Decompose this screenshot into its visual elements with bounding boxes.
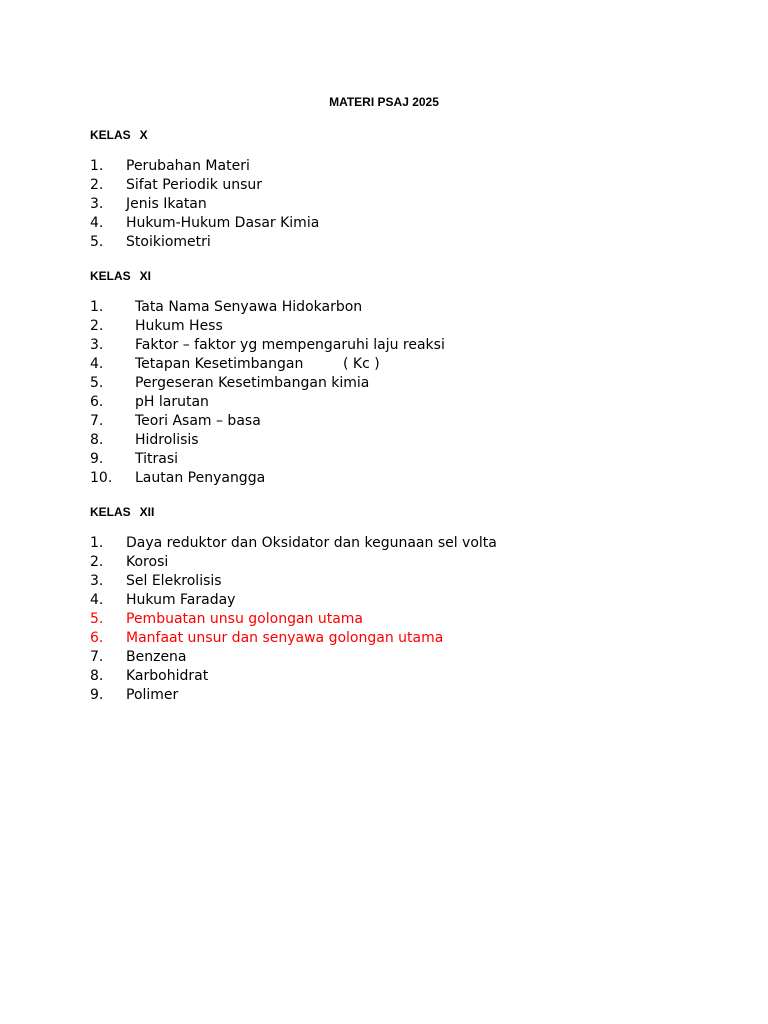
list-item: 10. Lautan Penyangga <box>90 470 266 486</box>
list-item: 4. Hukum-Hukum Dasar Kimia <box>90 215 320 231</box>
list-item: 2. Sifat Periodik unsur <box>90 177 262 193</box>
list-item: 2. Hukum Hess <box>90 318 223 334</box>
topic-list-kelas-x <box>90 157 320 252</box>
list-item: 3. Sel Elekrolisis <box>90 573 222 589</box>
section-heading-kelas-x <box>90 127 148 143</box>
list-item: 3. Jenis Ikatan <box>90 196 207 212</box>
list-item: 8. Hidrolisis <box>90 432 199 448</box>
section-label: KELAS <box>90 269 131 283</box>
section-heading-kelas-xii <box>90 504 154 520</box>
list-item: 4. Tetapan Kesetimbangan ( Kc ) <box>90 356 380 372</box>
list-item: 8. Karbohidrat <box>90 668 209 684</box>
list-item: 5. Pergeseran Kesetimbangan kimia <box>90 375 370 391</box>
list-item: 1. Daya reduktor dan Oksidator dan kegunaan sel volta <box>90 535 497 551</box>
topic-list-kelas-xii <box>90 534 497 705</box>
section-label: KELAS <box>90 128 131 142</box>
list-item: 9. Titrasi <box>90 451 179 467</box>
document-title: MATERI PSAJ 2025 <box>329 95 439 109</box>
list-item: 6. pH larutan <box>90 394 209 410</box>
equilibrium-constant-note: ( Kc ) <box>343 356 380 372</box>
list-item: 7. Teori Asam – basa <box>90 413 261 429</box>
section-level: X <box>139 128 148 142</box>
list-item: 1. Tata Nama Senyawa Hidokarbon <box>90 299 363 315</box>
list-item: 3. Faktor – faktor yg mempengaruhi laju reaksi <box>90 337 445 353</box>
section-level: XI <box>139 269 152 283</box>
list-item: 2. Korosi <box>90 554 169 570</box>
section-level: XII <box>139 505 155 519</box>
list-item-highlighted: 6. Manfaat unsur dan senyawa golongan utama <box>90 630 444 646</box>
list-item-highlighted: 5. Pembuatan unsu golongan utama <box>90 611 364 627</box>
list-item: 5. Stoikiometri <box>90 234 211 250</box>
list-item: 4. Hukum Faraday <box>90 592 236 608</box>
section-heading-kelas-xi <box>90 268 151 284</box>
section-label: KELAS <box>90 505 131 519</box>
list-item: 7. Benzena <box>90 649 187 665</box>
topic-list-kelas-xi <box>90 298 445 488</box>
list-item: 9. Polimer <box>90 687 179 703</box>
list-item: 1. Perubahan Materi <box>90 158 250 174</box>
